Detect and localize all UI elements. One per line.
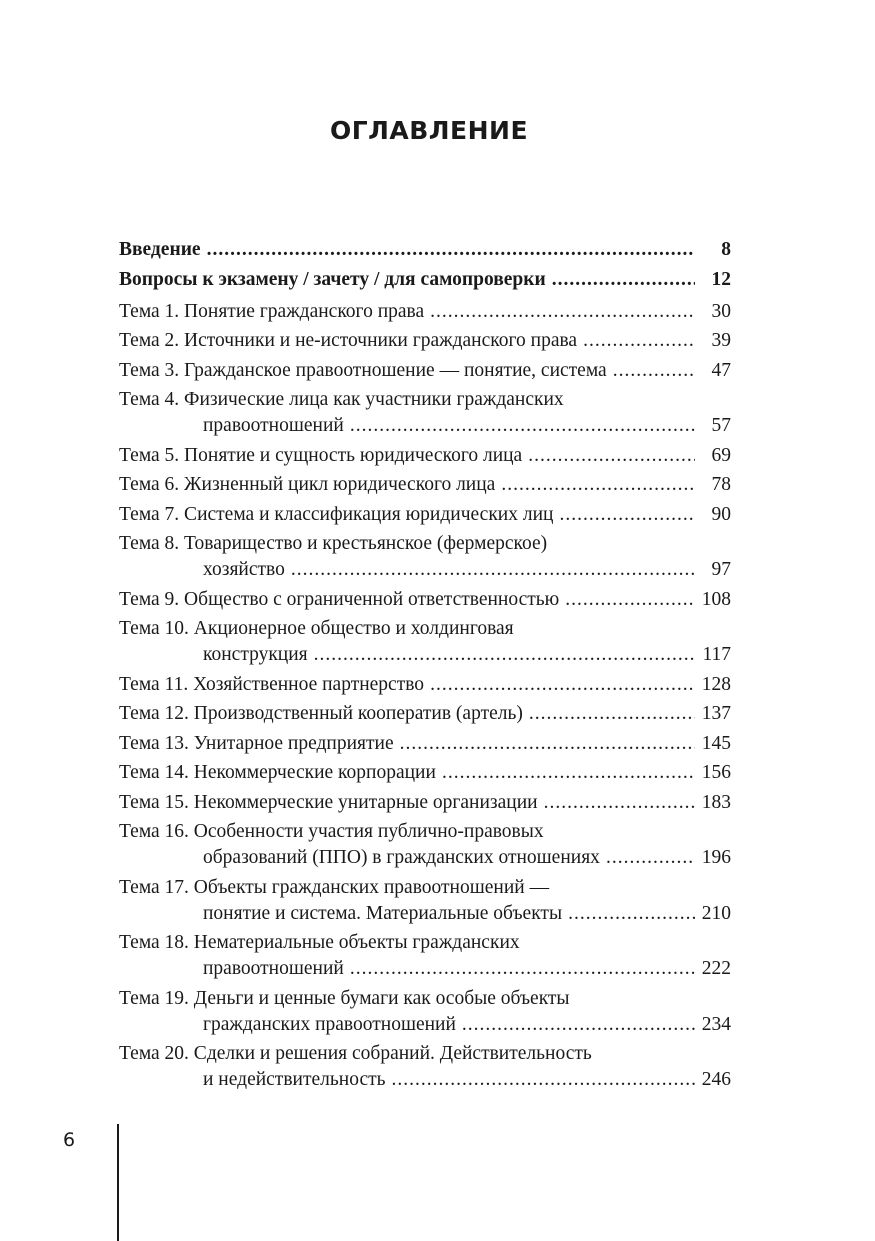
dot-leader — [559, 502, 695, 528]
toc-entry — [119, 531, 731, 583]
toc-entry-title: Введение — [119, 239, 201, 260]
toc-page-number: 156 — [701, 762, 731, 783]
dot-leader — [552, 267, 695, 293]
toc-page-number: 108 — [701, 588, 731, 610]
toc-entry-title: Тема 6. Жизненный цикл юридического лица — [119, 474, 496, 495]
toc-page-number: 78 — [711, 474, 731, 495]
toc-entry — [119, 875, 731, 927]
toc-entry-title: Тема 2. Источники и не-источники гражданского права — [119, 330, 578, 351]
toc-page-number: 69 — [711, 444, 731, 466]
toc-entry — [119, 472, 731, 498]
toc-entry-title-continued: хозяйство — [203, 559, 285, 580]
dot-leader — [544, 790, 695, 816]
toc-entry-row — [119, 299, 731, 325]
toc-entry-row — [119, 413, 731, 439]
dot-leader — [462, 1012, 695, 1038]
toc-entry-title-continued: гражданских правоотношений — [203, 1013, 456, 1035]
toc-entry — [119, 237, 731, 263]
toc-page-number: 246 — [701, 1069, 731, 1090]
toc-entry-row — [119, 1012, 731, 1038]
page-title: ОГЛАВЛЕНИЕ — [329, 116, 529, 145]
toc-entry — [119, 328, 731, 354]
toc-entry-row — [119, 790, 731, 816]
toc-page-number: 47 — [711, 359, 731, 381]
toc-page-number: 90 — [711, 503, 731, 525]
toc-entry-title-continued: образований (ППО) в гражданских отношениях — [203, 847, 600, 868]
toc-entry-title: Тема 9. Общество с ограниченной ответственностью — [119, 588, 560, 610]
toc-entry — [119, 760, 731, 786]
toc-entry-row — [119, 443, 731, 469]
dot-leader — [528, 443, 695, 469]
dot-leader — [529, 701, 695, 727]
toc-entry-row — [119, 956, 731, 982]
toc-entry-title: Тема 15. Некоммерческие унитарные организации — [119, 791, 538, 813]
toc-entry-title: Тема 8. Товарищество и крестьянское (фермерское) — [119, 533, 548, 554]
dot-leader — [565, 587, 695, 613]
toc-entry-row — [119, 701, 731, 727]
toc-entry — [119, 387, 731, 439]
toc-entry-title: Тема 4. Физические лица как участники гражданских — [119, 389, 564, 410]
toc-entry-title: Тема 16. Особенности участия публично-правовых — [119, 821, 544, 842]
toc-entry-title: Тема 12. Производственный кооператив (артель) — [119, 703, 523, 724]
toc-entry-row — [119, 760, 731, 786]
toc-page-number: 12 — [711, 268, 731, 290]
toc-page-number: 128 — [701, 673, 731, 695]
toc-page-number: 30 — [711, 300, 731, 322]
toc-entry-title-continued: понятие и система. Материальные объекты — [203, 902, 563, 924]
toc-entry-title: Тема 5. Понятие и сущность юридического лица — [119, 444, 523, 466]
toc-entry — [119, 731, 731, 757]
toc-entry-title: Тема 1. Понятие гражданского права — [119, 300, 425, 322]
toc-entry — [119, 443, 731, 469]
toc-entry-title: Тема 10. Акционерное общество и холдинговая — [119, 618, 514, 639]
toc-entry-row — [119, 587, 731, 613]
toc-entry-title-continued: и недействительность — [203, 1069, 386, 1090]
dot-leader — [400, 731, 695, 757]
toc-page-number: 196 — [701, 847, 731, 868]
margin-rule — [117, 1124, 119, 1241]
toc-entry — [119, 502, 731, 528]
page-number: 6 — [63, 1129, 76, 1151]
dot-leader — [291, 557, 695, 583]
toc-entry-title: Тема 18. Нематериальные объекты гражданских — [119, 932, 520, 953]
toc-page-number: 97 — [711, 559, 731, 580]
toc-entry — [119, 358, 731, 384]
toc-page-number: 8 — [721, 239, 731, 260]
toc-entry — [119, 701, 731, 727]
dot-leader — [568, 901, 695, 927]
dot-leader — [613, 358, 695, 384]
toc-page-number: 39 — [711, 330, 731, 351]
toc-page-number: 145 — [701, 732, 731, 754]
dot-leader — [430, 672, 695, 698]
toc-entry-title: Тема 7. Система и классификация юридических лиц — [119, 503, 554, 525]
toc-entry-row — [119, 901, 731, 927]
toc-entry-title: Тема 19. Деньги и ценные бумаги как особые объекты — [119, 987, 570, 1009]
toc-entry-row — [119, 237, 731, 263]
toc-entry — [119, 790, 731, 816]
dot-leader — [442, 760, 695, 786]
toc-entry-row — [119, 1067, 731, 1093]
toc-entry-row — [119, 472, 731, 498]
toc-entry-row — [119, 672, 731, 698]
toc-page-number: 222 — [701, 958, 731, 979]
toc-entry-row — [119, 557, 731, 583]
toc-entry — [119, 672, 731, 698]
toc-page-number: 57 — [711, 415, 731, 436]
toc-entry-row — [119, 502, 731, 528]
toc-entry-row — [119, 642, 731, 668]
toc-entry-row — [119, 845, 731, 871]
toc-entry — [119, 1041, 731, 1093]
toc-page-number: 117 — [702, 644, 731, 665]
toc-entry — [119, 267, 731, 293]
dot-leader — [207, 237, 695, 263]
toc-page-number: 183 — [701, 791, 731, 813]
dot-leader — [314, 642, 695, 668]
toc-entry — [119, 587, 731, 613]
toc-entry-row — [119, 731, 731, 757]
toc-entry-title: Тема 3. Гражданское правоотношение — понятие, система — [119, 359, 607, 381]
toc-page-number: 210 — [701, 902, 731, 924]
toc-entry-row — [119, 267, 731, 293]
toc-entry — [119, 930, 731, 982]
table-of-contents — [119, 237, 731, 1097]
toc-entry-title-continued: правоотношений — [203, 958, 344, 979]
dot-leader — [501, 472, 695, 498]
toc-entry — [119, 819, 731, 871]
toc-entry-title: Вопросы к экзамену / зачету / для самопроверки — [119, 268, 546, 290]
toc-page-number: 234 — [701, 1013, 731, 1035]
dot-leader — [583, 328, 695, 354]
dot-leader — [430, 299, 695, 325]
dot-leader — [606, 845, 695, 871]
toc-entry — [119, 986, 731, 1038]
toc-entry-row — [119, 358, 731, 384]
toc-entry-title-continued: правоотношений — [203, 415, 344, 436]
toc-entry-row — [119, 328, 731, 354]
toc-entry-title: Тема 13. Унитарное предприятие — [119, 732, 394, 754]
toc-entry-title: Тема 17. Объекты гражданских правоотношений — — [119, 876, 550, 898]
dot-leader — [350, 956, 695, 982]
dot-leader — [350, 413, 695, 439]
dot-leader — [392, 1067, 695, 1093]
toc-entry-title: Тема 11. Хозяйственное партнерство — [119, 673, 425, 695]
toc-entry-title: Тема 14. Некоммерческие корпорации — [119, 762, 436, 783]
toc-page-number: 137 — [701, 703, 731, 724]
toc-entry — [119, 299, 731, 325]
toc-entry-title-continued: конструкция — [203, 644, 308, 665]
toc-entry — [119, 616, 731, 668]
toc-entry-title: Тема 20. Сделки и решения собраний. Действительность — [119, 1043, 592, 1064]
